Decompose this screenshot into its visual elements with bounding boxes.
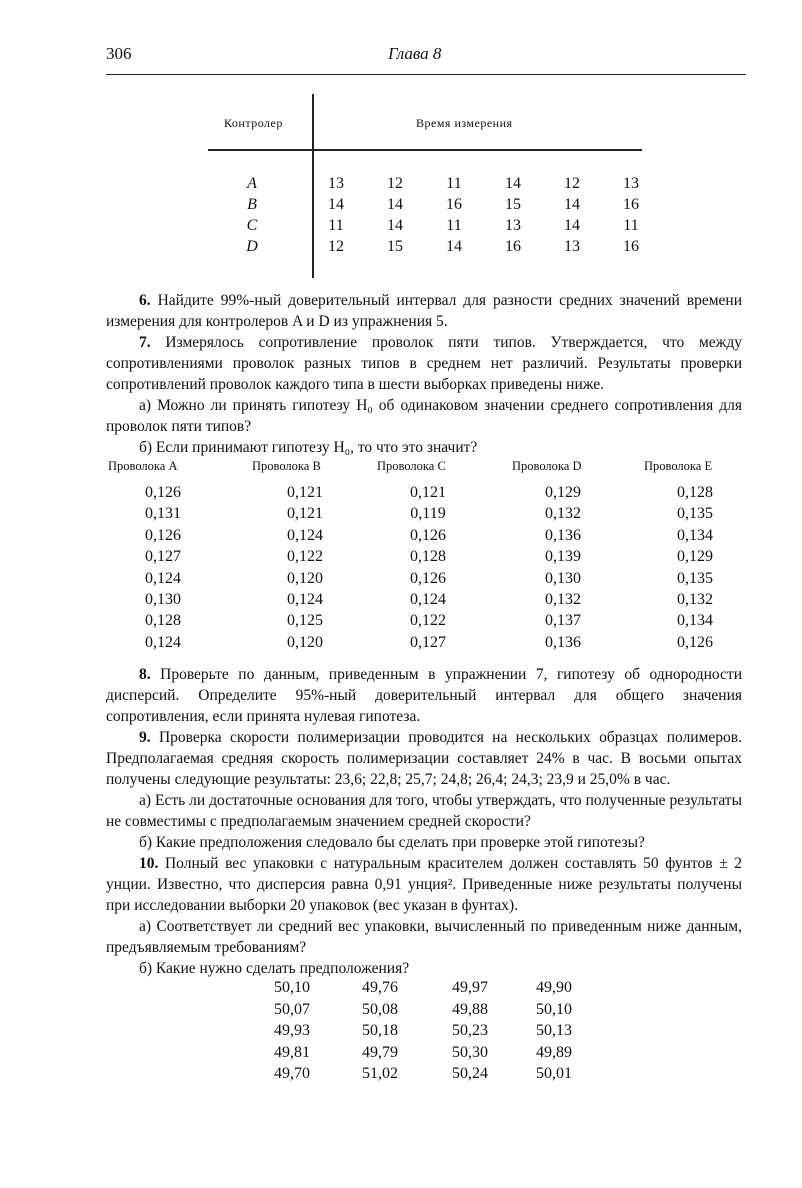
- table2-cell: 0,121: [287, 505, 323, 523]
- table1-vertical-rule: [312, 94, 314, 278]
- ex10-number: 10.: [139, 855, 159, 872]
- table2-cell: 0,121: [287, 484, 323, 501]
- table3-cell: 49,81: [274, 1043, 310, 1061]
- table2-cell: 0,128: [145, 612, 181, 630]
- ex9-number: 9.: [139, 729, 151, 746]
- table1-cell: 15: [387, 238, 403, 255]
- table1-cell: 13: [623, 175, 639, 192]
- ex10-question-b: б) Какие нужно сделать предположения?: [139, 960, 410, 977]
- table2-cell: 0,137: [545, 612, 581, 630]
- table2-cell: 0,128: [410, 548, 446, 566]
- table2-cell: 0,130: [545, 569, 581, 587]
- exercises-8-10: [106, 664, 742, 979]
- table3-column: [440, 977, 500, 1085]
- ex9-question-a: а) Есть ли достаточные основания для того, чтобы утверждать, что полученные результаты не совместимы с предполагаемым значением средней скорости?: [106, 792, 742, 830]
- table1-cell: 15: [505, 196, 521, 213]
- table2-column: [270, 482, 340, 653]
- table2-cell: 0,126: [410, 526, 446, 544]
- table3-cell: 50,10: [536, 1000, 572, 1018]
- page-number: 306: [106, 44, 132, 63]
- table3-column: [262, 977, 322, 1085]
- table1-row-label: D: [246, 238, 258, 255]
- table3-cell: 49,93: [274, 1022, 310, 1039]
- table2-cell: 0,131: [145, 505, 181, 523]
- table3-cell: 50,30: [452, 1043, 488, 1061]
- table2-cell: 0,135: [677, 505, 713, 523]
- table3-column: [350, 977, 410, 1085]
- table2-cell: 0,136: [545, 526, 581, 544]
- table1-cell: 16: [623, 196, 639, 213]
- table1-cell: 11: [446, 175, 462, 192]
- table3-cell: 49,79: [362, 1043, 398, 1061]
- table1-header-controller: Контролер: [224, 116, 283, 130]
- table3-cell: 49,76: [362, 979, 398, 996]
- chapter-title: Глава 8: [388, 44, 442, 63]
- table2-column: [393, 482, 463, 653]
- table1-horizontal-rule: [208, 149, 642, 151]
- table2-cell: 0,134: [677, 526, 713, 544]
- table2-cell: 0,122: [287, 548, 323, 566]
- table2-cell: 0,127: [145, 548, 181, 566]
- table1-cell: 14: [564, 196, 580, 213]
- table2-cell: 0,132: [545, 590, 581, 608]
- ex7-number: 7.: [139, 334, 151, 351]
- table2-header: Проволока D: [512, 459, 582, 473]
- table3-cell: 49,90: [536, 979, 572, 996]
- table2-cell: 0,126: [410, 569, 446, 587]
- ex7-question-b: б) Если принимают гипотезу H₀, то что это значит?: [139, 439, 478, 456]
- table2-cell: 0,136: [545, 633, 581, 651]
- table3-cell: 49,97: [452, 979, 488, 996]
- table2-cell: 0,135: [677, 569, 713, 587]
- table2-cell: 0,126: [677, 633, 713, 651]
- ex6-number: 6.: [139, 292, 151, 309]
- table3-cell: 51,02: [362, 1065, 398, 1082]
- header-rule: [106, 74, 746, 75]
- table1-cell: 12: [387, 175, 403, 192]
- table3-cell: 50,01: [536, 1065, 572, 1082]
- table2-cell: 0,129: [545, 484, 581, 501]
- ex8-text: Проверьте по данным, приведенным в упражнении 7, гипотезу об однородности дисперсий. Определите 95%-ный доверительный интервал для общего значения сопротивления, если принята нулевая гипотеза.: [106, 666, 743, 725]
- table1-cell: 12: [564, 175, 580, 192]
- table1-cell: 16: [623, 238, 639, 255]
- table2-cell: 0,124: [145, 633, 181, 651]
- table2-cell: 0,126: [145, 484, 181, 501]
- table3-cell: 50,18: [362, 1022, 398, 1039]
- table1-cell: 11: [328, 217, 344, 234]
- table2-cell: 0,139: [545, 548, 581, 566]
- table1-cell: 14: [564, 217, 580, 234]
- table1-cell: 16: [505, 238, 521, 255]
- table2-cell: 0,124: [287, 590, 323, 608]
- table2-cell: 0,132: [677, 590, 713, 608]
- ex10-text: Полный вес упаковки с натуральным красителем должен составлять 50 фунтов ± 2 унции. Известно, что дисперсия равна 0,91 унция². Приведенные ниже результаты получены при исследовании выборки 20 упаковок (вес указан в фунтах).: [106, 855, 743, 914]
- table2-cell: 0,124: [145, 569, 181, 587]
- table2-cell: 0,120: [287, 633, 323, 651]
- table1-row-label: C: [246, 217, 258, 234]
- table2-cell: 0,128: [677, 484, 713, 501]
- table2-cell: 0,121: [410, 484, 446, 501]
- table2-header: Проволока E: [644, 459, 713, 473]
- table1-row-label: A: [247, 175, 257, 192]
- table2-cell: 0,132: [545, 505, 581, 523]
- exercises-6-7: [106, 290, 742, 458]
- ex9-question-b: б) Какие предположения следовало бы сделать при проверке этой гипотезы?: [139, 834, 645, 851]
- table2-cell: 0,124: [287, 526, 323, 544]
- table3-cell: 50,13: [536, 1022, 572, 1039]
- table3-cell: 50,10: [274, 979, 310, 996]
- table2-column: [528, 482, 598, 653]
- table2-column: [128, 482, 198, 653]
- ex7-text: Измерялось сопротивление проволок пяти типов. Утверждается, что между сопротивлениями проволок разных типов в среднем нет различий. Результаты проверки сопротивлений проволок каждого типа в шести выборках приведены ниже.: [106, 334, 743, 393]
- table1-cell: 13: [564, 238, 580, 255]
- table2-cell: 0,120: [287, 569, 323, 587]
- table1-cell: 12: [328, 238, 344, 255]
- table2-column: [660, 482, 730, 653]
- table1-row-label: B: [247, 196, 257, 213]
- table3-cell: 49,70: [274, 1065, 310, 1082]
- table3-cell: 50,08: [362, 1000, 398, 1018]
- table2-header: Проволока B: [252, 459, 321, 473]
- table3-cell: 50,24: [452, 1065, 488, 1082]
- table2-cell: 0,127: [410, 633, 446, 651]
- table1-cell: 14: [446, 238, 462, 255]
- ex7-question-a: а) Можно ли принять гипотезу H₀ об одинаковом значении среднего сопротивления для проволок пяти типов?: [106, 397, 742, 435]
- table1-cell: 14: [387, 196, 403, 213]
- table3-cell: 49,88: [452, 1000, 488, 1018]
- table1-cell: 14: [328, 196, 344, 213]
- table2-cell: 0,129: [677, 548, 713, 566]
- ex8-number: 8.: [139, 666, 151, 683]
- table3-column: [524, 977, 584, 1085]
- table3-cell: 50,23: [452, 1022, 488, 1039]
- table1-cell: 13: [328, 175, 344, 192]
- table1-cell: 14: [505, 175, 521, 192]
- table2-cell: 0,130: [145, 590, 181, 608]
- table1-cell: 16: [446, 196, 462, 213]
- table2-cell: 0,122: [410, 612, 446, 630]
- table3-cell: 50,07: [274, 1000, 310, 1018]
- ex6-text: Найдите 99%-ный доверительный интервал для разности средних значений времени измерения для контролеров A и D из упражнения 5.: [106, 292, 743, 330]
- table1-cell: 14: [387, 217, 403, 234]
- table3-cell: 49,89: [536, 1043, 572, 1061]
- table2-cell: 0,125: [287, 612, 323, 630]
- table2-cell: 0,119: [410, 505, 446, 523]
- table1-cell: 11: [446, 217, 462, 234]
- ex10-question-a: а) Соответствует ли средний вес упаковки, вычисленный по приведенным ниже данным, предъявляемым требованиям?: [106, 918, 742, 956]
- table1-cell: 13: [505, 217, 521, 234]
- ex9-text: Проверка скорости полимеризации проводится на нескольких образцах полимеров. Предполагаемая средняя скорость полимеризации составляет 24% в час. В восьми опытах получены следующие результаты: 23,6; 22,8; 25,7; 24,8; 26,4; 24,3; 23,9 и 25,0% в час.: [106, 729, 742, 788]
- table1-header-time: Время измерения: [416, 116, 513, 130]
- table2-header: Проволока A: [108, 459, 178, 473]
- table2-header: Проволока C: [377, 459, 446, 473]
- table2-cell: 0,134: [677, 612, 713, 630]
- table1-cell: 11: [623, 217, 639, 234]
- table2-cell: 0,124: [410, 590, 446, 608]
- table2-cell: 0,126: [145, 526, 181, 544]
